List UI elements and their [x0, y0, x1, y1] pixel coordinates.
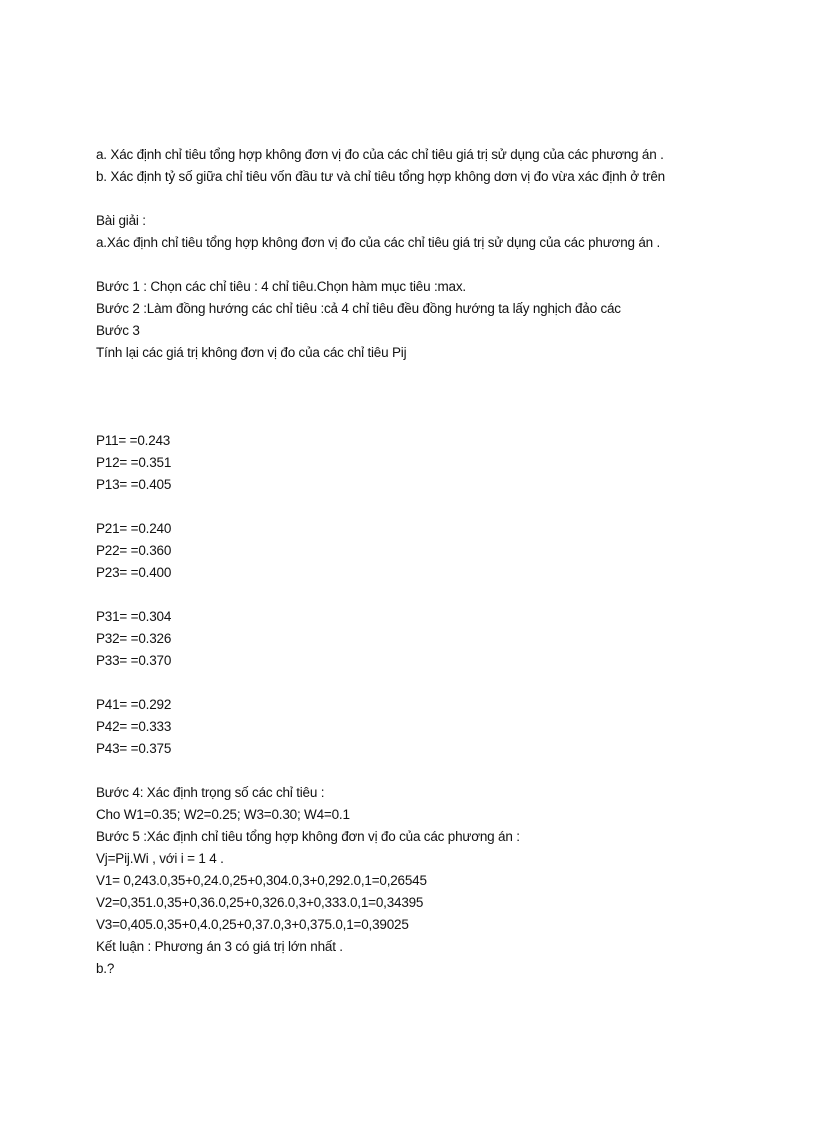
spacer	[96, 496, 776, 518]
spacer	[96, 364, 776, 430]
spacer	[96, 254, 776, 276]
spacer	[96, 672, 776, 694]
conclusion: Kết luận : Phương án 3 có giá trị lớn nhất .	[96, 939, 343, 954]
p-value-line: P43= =0.375	[96, 741, 172, 756]
p-value-line: P21= =0.240	[96, 521, 172, 536]
p-value-line: P32= =0.326	[96, 631, 172, 646]
p-value-line: P31= =0.304	[96, 609, 172, 624]
step-4-weights: Cho W1=0.35; W2=0.25; W3=0.30; W4=0.1	[96, 807, 350, 822]
spacer	[96, 188, 776, 210]
spacer	[96, 760, 776, 782]
spacer	[96, 584, 776, 606]
question-b: b. Xác định tỷ số giữa chỉ tiêu vốn đầu tư và chỉ tiêu tổng hợp không dơn vị đo vừa xác định ở trên	[96, 169, 665, 184]
step-4-title: Bước 4: Xác định trọng số các chỉ tiêu :	[96, 785, 325, 800]
part-b: b.?	[96, 961, 115, 976]
step-5-title: Bước 5 :Xác định chỉ tiêu tổng hợp không đơn vị đo của các phương án :	[96, 829, 520, 844]
p-value-line: P11= =0.243	[96, 433, 171, 448]
p-value-line: P12= =0.351	[96, 455, 172, 470]
v1-calculation: V1= 0,243.0,35+0,24.0,25+0,304.0,3+0,292.0,1=0,26545	[96, 873, 427, 888]
p-value-line: P23= =0.400	[96, 565, 172, 580]
p-value-line: P22= =0.360	[96, 543, 172, 558]
step-3: Bước 3	[96, 323, 140, 338]
p-value-line: P13= =0.405	[96, 477, 172, 492]
solution-part-a: a.Xác định chỉ tiêu tổng hợp không đơn vị đo của các chỉ tiêu giá trị sử dụng của các phương án .	[96, 235, 661, 250]
step-3-description: Tính lại các giá trị không đơn vị đo của các chỉ tiêu Pij	[96, 345, 407, 360]
step-5-formula: Vj=Pij.Wi , với i = 1 4 .	[96, 851, 224, 866]
v2-calculation: V2=0,351.0,35+0,36.0,25+0,326.0,3+0,333.0,1=0,34395	[96, 895, 424, 910]
v3-calculation: V3=0,405.0,35+0,4.0,25+0,37.0,3+0,375.0,1=0,39025	[96, 917, 409, 932]
p-value-line: P33= =0.370	[96, 653, 172, 668]
document-body	[96, 144, 776, 980]
p-value-line: P42= =0.333	[96, 719, 172, 734]
solution-heading: Bài giải :	[96, 213, 146, 228]
question-a: a. Xác định chỉ tiêu tổng hợp không đơn vị đo của các chỉ tiêu giá trị sử dụng của các phương án .	[96, 147, 664, 162]
step-2: Bước 2 :Làm đồng hướng các chỉ tiêu :cả 4 chỉ tiêu đều đồng hướng ta lấy nghịch đảo các	[96, 301, 621, 316]
p-value-line: P41= =0.292	[96, 697, 172, 712]
step-1: Bước 1 : Chọn các chỉ tiêu : 4 chỉ tiêu.Chọn hàm mục tiêu :max.	[96, 279, 466, 294]
